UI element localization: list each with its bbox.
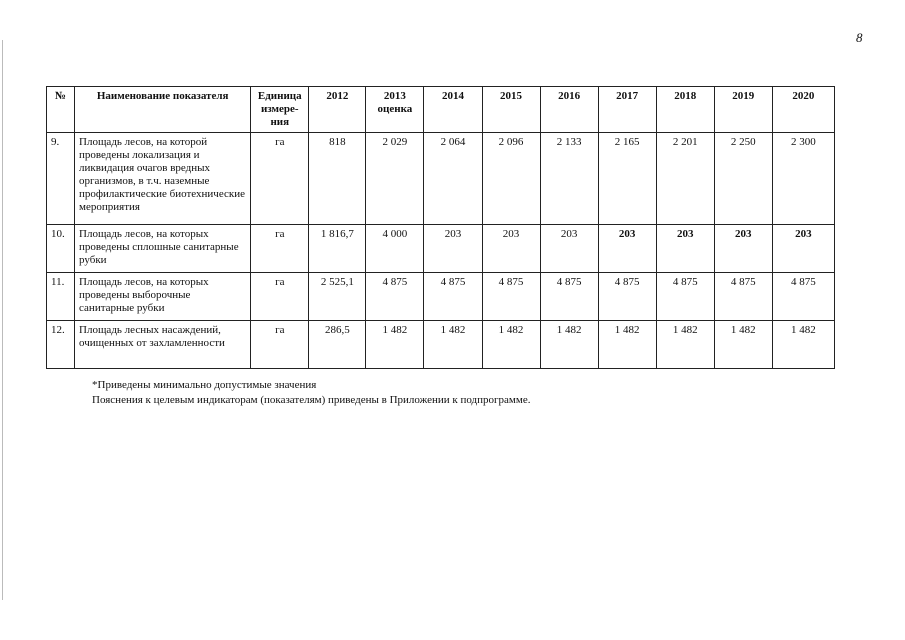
value-2014: 1 482: [424, 321, 482, 369]
row-number: 12.: [47, 321, 75, 369]
scan-margin-line: [2, 40, 3, 600]
value-2020: 1 482: [772, 321, 834, 369]
header-year-2013-label: 2013: [383, 90, 406, 102]
row-name: Площадь лесов, на которой проведены локализация и ликвидация очагов вредных организмов, в т.ч. наземные профилактические биотехнические мероприятия: [75, 133, 251, 225]
table-row: [47, 133, 835, 225]
header-year-2015: 2015: [482, 87, 540, 133]
value-2016: 2 133: [540, 133, 598, 225]
value-2015: 2 096: [482, 133, 540, 225]
value-2018: 4 875: [656, 273, 714, 321]
value-2015: 1 482: [482, 321, 540, 369]
value-2012: 1 816,7: [309, 225, 366, 273]
row-number: 11.: [47, 273, 75, 321]
header-unit: [251, 87, 309, 133]
value-2015: 4 875: [482, 273, 540, 321]
value-2016: 1 482: [540, 321, 598, 369]
header-year-2018: 2018: [656, 87, 714, 133]
value-2013: 4 000: [366, 225, 424, 273]
table-header-row: [47, 87, 835, 133]
row-unit: га: [251, 133, 309, 225]
header-year-2013: [366, 87, 424, 133]
value-2014: 4 875: [424, 273, 482, 321]
value-2018: 1 482: [656, 321, 714, 369]
header-year-2016: 2016: [540, 87, 598, 133]
indicators-table: [46, 86, 835, 369]
row-name: Площадь лесов, на которых проведены выборочные санитарные рубки: [75, 273, 251, 321]
value-2018: 2 201: [656, 133, 714, 225]
header-unit-line1: Единица: [257, 90, 302, 102]
header-year-2012: 2012: [309, 87, 366, 133]
header-unit-line2: измере-: [260, 103, 299, 115]
footnotes: [92, 378, 531, 408]
value-2020: 4 875: [772, 273, 834, 321]
table-row: [47, 225, 835, 273]
value-2013: 4 875: [366, 273, 424, 321]
value-2019: 4 875: [714, 273, 772, 321]
row-number: 10.: [47, 225, 75, 273]
value-2012: 818: [309, 133, 366, 225]
row-name: Площадь лесных насаждений, очищенных от захламленности: [75, 321, 251, 369]
value-2019: 203: [714, 225, 772, 273]
value-2012: 2 525,1: [309, 273, 366, 321]
value-2017: 4 875: [598, 273, 656, 321]
header-name: Наименование показателя: [75, 87, 251, 133]
header-unit-line3: ния: [270, 116, 290, 128]
value-2012: 286,5: [309, 321, 366, 369]
header-year-2014: 2014: [424, 87, 482, 133]
row-unit: га: [251, 225, 309, 273]
footnote-minimum-values: *Приведены минимально допустимые значения: [92, 379, 317, 391]
value-2017: 1 482: [598, 321, 656, 369]
value-2020: 2 300: [772, 133, 834, 225]
table-row: [47, 321, 835, 369]
header-year-2020: 2020: [772, 87, 834, 133]
row-unit: га: [251, 273, 309, 321]
value-2017: 203: [598, 225, 656, 273]
row-number: 9.: [47, 133, 75, 225]
value-2019: 2 250: [714, 133, 772, 225]
value-2014: 2 064: [424, 133, 482, 225]
value-2017: 2 165: [598, 133, 656, 225]
row-unit: га: [251, 321, 309, 369]
value-2016: 4 875: [540, 273, 598, 321]
value-2014: 203: [424, 225, 482, 273]
header-year-2013-sub: оценка: [377, 103, 413, 115]
value-2020: 203: [772, 225, 834, 273]
footnote-explanations: Пояснения к целевым индикаторам (показателям) приведены в Приложении к подпрограмме.: [92, 394, 531, 406]
value-2013: 2 029: [366, 133, 424, 225]
header-no: №: [47, 87, 75, 133]
row-name: Площадь лесов, на которых проведены сплошные санитарные рубки: [75, 225, 251, 273]
value-2015: 203: [482, 225, 540, 273]
value-2013: 1 482: [366, 321, 424, 369]
page-number: 8: [856, 30, 863, 45]
header-year-2019: 2019: [714, 87, 772, 133]
value-2016: 203: [540, 225, 598, 273]
table-row: [47, 273, 835, 321]
value-2019: 1 482: [714, 321, 772, 369]
header-year-2017: 2017: [598, 87, 656, 133]
value-2018: 203: [656, 225, 714, 273]
